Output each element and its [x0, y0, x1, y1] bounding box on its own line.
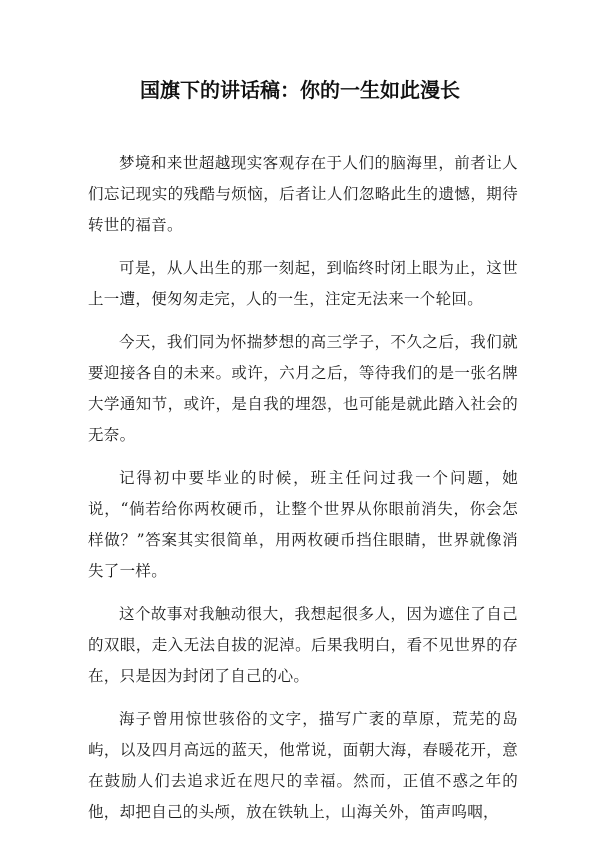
paragraph-4: 记得初中要毕业的时候，班主任问过我一个问题，她说，“倘若给你两枚硬币，让整个世界从你眼前消失，你会怎样做？”答案其实很简单，用两枚硬币挡住眼睛，世界就像消失了一样。	[88, 469, 518, 580]
paragraph-2: 可是，从人出生的那一刻起，到临终时闭上眼为止，这世上一遭，便匆匆走完，人的一生，注定无法来一个轮回。	[88, 259, 518, 308]
paragraph-1: 梦境和来世超越现实客观存在于人们的脑海里，前者让人们忘记现实的残酷与烦恼，后者让人们忽略此生的遗憾，期待转世的福音。	[88, 154, 518, 234]
paragraph-3: 今天，我们同为怀揣梦想的高三学子，不久之后，我们就要迎接各自的未来。或许，六月之后，等待我们的是一张名牌大学通知节，或许，是自我的埋怨，也可能是就此踏入社会的无奈。	[88, 333, 518, 444]
document-body	[88, 148, 518, 840]
paragraph-5: 这个故事对我触动很大，我想起很多人，因为遮住了自己的双眼，走入无法自拔的泥淖。后果我明白，看不见世界的存在，只是因为封闭了自己的心。	[88, 605, 518, 685]
document-title: 国旗下的讲话稿：你的一生如此漫长	[140, 78, 460, 102]
paragraph-6: 海子曾用惊世骇俗的文字，描写广袤的草原，荒芜的岛屿，以及四月高远的蓝天，他常说，面朝大海，春暖花开，意在鼓励人们去追求近在咫尺的幸福。然而，正值不惑之年的他，却把自己的头颅，放在铁轨上，山海关外，笛声呜咽，	[88, 710, 518, 821]
